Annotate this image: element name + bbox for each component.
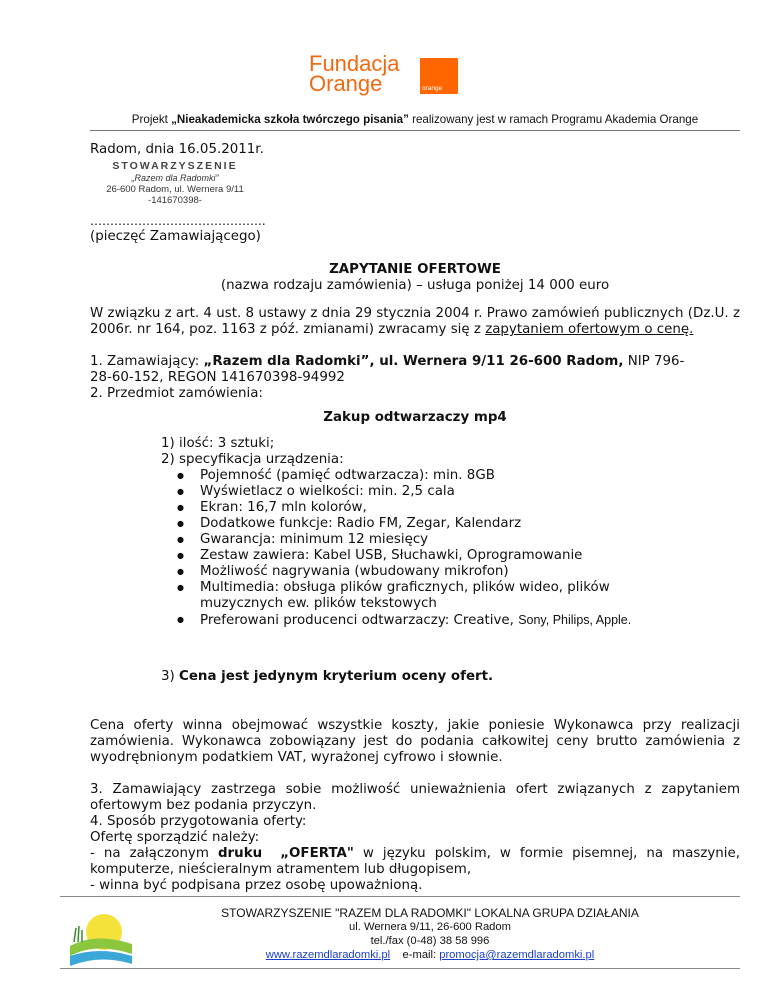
razem-dla-radomki-logo-icon xyxy=(66,902,136,972)
footer-org: STOWARZYSZENIE "RAZEM DLA RADOMKI" LOKALNA GRUPA DZIAŁANIA xyxy=(221,906,639,920)
item-3: 3. Zamawiający zastrzega sobie możliwość unieważnienia ofert związanych z zapytaniem ofertowym bez podania przyczyn. xyxy=(90,782,740,813)
intro-underlined: zapytaniem ofertowym o cenę. xyxy=(485,322,694,337)
list-item: ● Ekran: 16,7 mln kolorów, xyxy=(176,500,666,516)
email-link[interactable]: promocja@razemdlaradomki.pl xyxy=(439,949,595,961)
list-item: ● Możliwość nagrywania (wbudowany mikrofon) xyxy=(176,564,666,580)
list-item: ● Wyświetlacz o wielkości: min. 2,5 cala xyxy=(176,484,666,500)
item-1: 1. Zamawiający: „Razem dla Radomki”, ul. Wernera 9/11 26-600 Radom, NIP 796- 28-60-152, REGON 141670398-94992 xyxy=(90,354,685,385)
document-title: ZAPYTANIE OFERTOWE xyxy=(329,262,501,277)
footer-address: ul. Wernera 9/11, 26-600 Radom xyxy=(349,921,511,933)
footer-divider-bottom xyxy=(60,968,740,969)
logo-line-1: Fundacja xyxy=(309,51,400,76)
attached-form-line: - na załączonym druku „OFERTA" w języku polskim, w formie pisemnej, na maszynie, komputerze, nieścieralnym atramentem lub długopisem, xyxy=(90,846,741,877)
criterion-bold: Cena jest jedynym kryterium oceny ofert. xyxy=(179,669,494,684)
list-item: ● Preferowani producenci odtwarzaczy: Creative, Sony, Philips, Apple. xyxy=(176,612,666,629)
list-item: ● Multimedia: obsługa plików graficznych, plików wideo, plików muzycznych ew. plików tekstowych xyxy=(176,580,640,612)
spec-list xyxy=(176,468,666,629)
spec-heading: 2) specyfikacja urządzenia: xyxy=(161,452,344,467)
offer-line: Ofertę sporządzić należy: xyxy=(90,830,260,845)
signature-dots: …………………………………….. xyxy=(90,214,266,228)
criterion: 3) Cena jest jedynym kryterium oceny ofert. xyxy=(161,669,494,684)
footer-phone: tel./fax (0-48) 38 58 996 xyxy=(370,935,490,947)
place-date: Radom, dnia 16.05.2011r. xyxy=(90,142,264,157)
footer-divider-top xyxy=(60,896,740,897)
intro-paragraph: W związku z art. 4 ust. 8 ustawy z dnia 29 stycznia 2004 r. Prawo zamówień publicznych (Dz.U. z 2006r. nr 164, poz. 1163 z póź. zmianami) zwracamy się z zapytaniem ofertowym o cenę. xyxy=(90,306,740,337)
item-4: 4. Sposób przygotowania oferty: xyxy=(90,814,307,829)
price-paragraph: Cena oferty winna obejmować wszystkie koszty, jakie poniesie Wykonawca przy realizacji zamówienia. Wykonawca zobowiązany jest do podania całkowitej ceny brutto zamówienia z wyodrębnionym podatkiem VAT, wyrażonej cyfrowo i słownie. xyxy=(90,718,740,765)
list-item: ● Zestaw zawiera: Kabel USB, Słuchawki, Oprogramowanie xyxy=(176,548,666,564)
item-2: 2. Przedmiot zamówienia: xyxy=(90,386,263,401)
list-item: ● Pojemność (pamięć odtwarzacza): min. 8GB xyxy=(176,468,666,484)
list-item: ● Dodatkowe funkcje: Radio FM, Zegar, Kalendarz xyxy=(176,516,666,532)
organization-stamp: STOWARZYSZENIE „Razem dla Radomki” 26-600 Radom, ul. Wernera 9/11 -141670398- xyxy=(106,160,244,206)
orange-logo-icon xyxy=(420,58,458,94)
seal-caption: (pieczęć Zamawiającego) xyxy=(90,229,261,244)
project-name: „Nieakademicka szkoła twórczego pisania” xyxy=(171,113,409,126)
fundacja-orange-logo-text xyxy=(309,51,425,96)
website-link[interactable]: www.razemdlaradomki.pl xyxy=(265,949,391,961)
logo-line-2: Orange xyxy=(309,71,383,96)
signed-line: - winna być podpisana przez osobę upoważnioną. xyxy=(90,878,423,893)
document-subtitle: (nazwa rodzaju zamówienia) – usługa poniżej 14 000 euro xyxy=(220,278,610,293)
footer-contact: STOWARZYSZENIE "RAZEM DLA RADOMKI" LOKALNA GRUPA DZIAŁANIA ul. Wernera 9/11, 26-600 Radom tel./fax (0-48) 38 58 996 www.razemdlaradomki.pl e-mail: promocja@razemdlaradomki.pl xyxy=(200,906,660,962)
buyer-name: „Razem dla Radomki”, ul. Wernera 9/11 26-600 Radom, xyxy=(203,354,624,369)
project-line: Projekt „Nieakademicka szkoła twórczego pisania” realizowany jest w ramach Programu Akademia Orange xyxy=(90,111,740,131)
list-item: ● Gwarancja: minimum 12 miesięcy xyxy=(176,532,666,548)
orange-logo-label: orange xyxy=(422,85,443,92)
subject-title: Zakup odtwarzaczy mp4 xyxy=(323,410,507,425)
quantity: 1) ilość: 3 sztuki; xyxy=(161,436,275,451)
